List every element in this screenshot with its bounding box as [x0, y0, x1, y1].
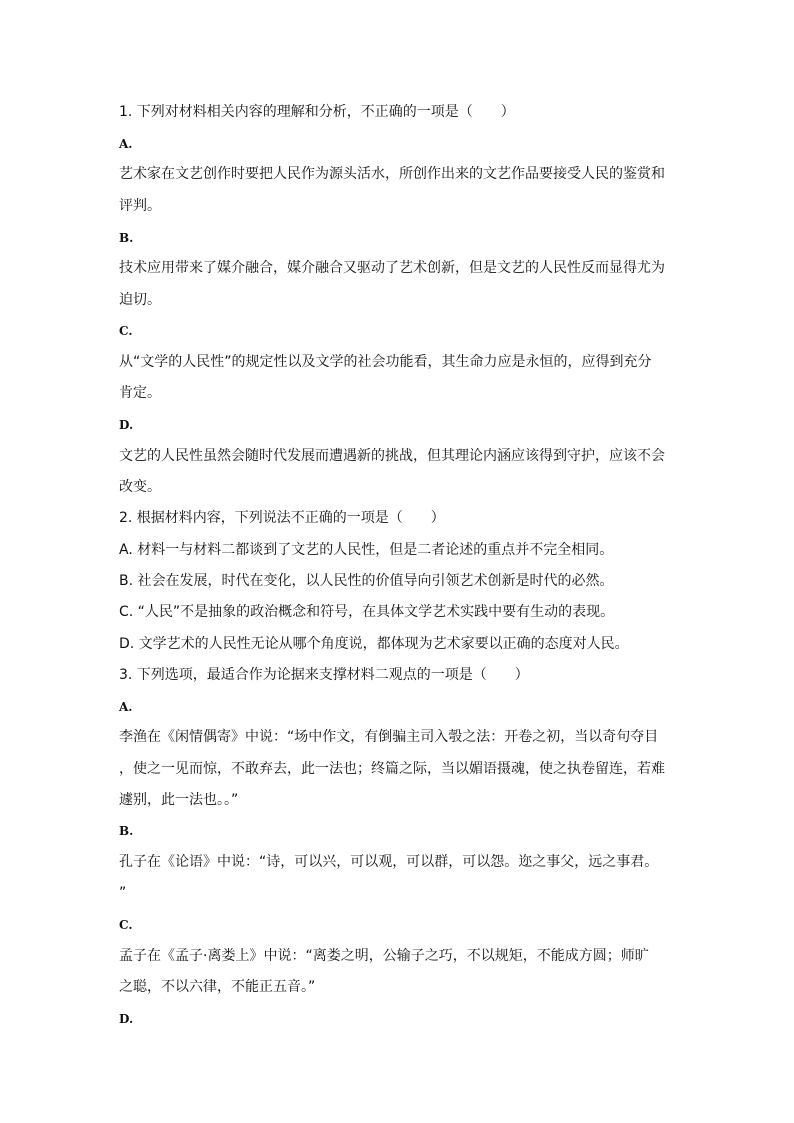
- question-3-option-d-label: D.: [119, 1012, 134, 1026]
- question-1-option-b-text-line-1: 技术应用带来了媒介融合，媒介融合又驱动了艺术创新，但是文艺的人民性反而显得尤为: [119, 260, 665, 276]
- question-3-option-b-text-line-1: 孔子在《论语》中说：“诗，可以兴，可以观，可以群，可以怨。迩之事父，远之事君。: [119, 854, 659, 870]
- question-1-option-c-label: C.: [119, 324, 133, 338]
- question-3-option-a-text-line-3: 遽别，此一法也。。”: [119, 792, 239, 808]
- question-3-option-c-label: C.: [119, 918, 133, 932]
- question-2-option-a: A. 材料一与材料二都谈到了文艺的人民性，但是二者论述的重点并不完全相同。: [119, 542, 614, 558]
- question-3-option-b-label: B.: [119, 824, 134, 838]
- question-1-option-b-text-line-2: 迫切。: [119, 292, 161, 308]
- question-2-option-c: C. “人民”不是抽象的政治概念和符号，在具体文学艺术实践中要有生动的表现。: [119, 604, 615, 620]
- question-1-option-b-label: B.: [119, 231, 134, 245]
- question-1-option-a-text-line-2: 评判。: [119, 198, 161, 214]
- question-3-stem: 3. 下列选项，最适合作为论据来支撑材料二观点的一项是（ ）: [119, 667, 529, 683]
- question-1-option-c-text-line-2: 肯定。: [119, 385, 161, 401]
- question-1-option-a-label: A.: [119, 137, 133, 151]
- question-1-option-a-text-line-1: 艺术家在文艺创作时要把人民作为源头活水，所创作出来的文艺作品要接受人民的鉴赏和: [119, 166, 665, 182]
- question-2-option-d: D. 文学艺术的人民性无论从哪个角度说，都体现为艺术家要以正确的态度对人民。: [119, 636, 629, 652]
- question-3-option-a-text-line-2: ，使之一见而惊，不敢弃去，此一法也；终篇之际，当以媚语摄魂，使之执卷留连，若难: [119, 761, 665, 777]
- question-1-stem: 1. 下列对材料相关内容的理解和分析，不正确的一项是（ ）: [119, 104, 515, 120]
- question-2-option-b: B. 社会在发展，时代在变化，以人民性的价值导向引领艺术创新是时代的必然。: [119, 573, 614, 589]
- question-1-option-c-text-line-1: 从“文学的人民性”的规定性以及文学的社会功能看，其生命力应是永恒的，应得到充分: [119, 354, 652, 370]
- question-2-stem: 2. 根据材料内容，下列说法不正确的一项是（ ）: [119, 510, 445, 526]
- question-3-option-a-text-line-1: 李渔在《闲情偶寄》中说：“场中作文，有倒骗主司入彀之法：开卷之初，当以奇句夺目: [119, 729, 659, 745]
- question-3-option-c-text-line-1: 孟子在《孟子·离娄上》中说：“离娄之明，公输子之巧，不以规矩，不能成方圆；师旷: [119, 948, 649, 964]
- question-3-option-a-label: A.: [119, 700, 133, 714]
- question-3-option-c-text-line-2: 之聪，不以六律，不能正五音。”: [119, 979, 316, 995]
- question-3-option-b-text-line-2: ”: [119, 885, 127, 901]
- question-1-option-d-label: D.: [119, 418, 134, 432]
- question-1-option-d-text-line-2: 改变。: [119, 479, 161, 495]
- question-1-option-d-text-line-1: 文艺的人民性虽然会随时代发展而遭遇新的挑战，但其理论内涵应该得到守护，应该不会: [119, 448, 665, 464]
